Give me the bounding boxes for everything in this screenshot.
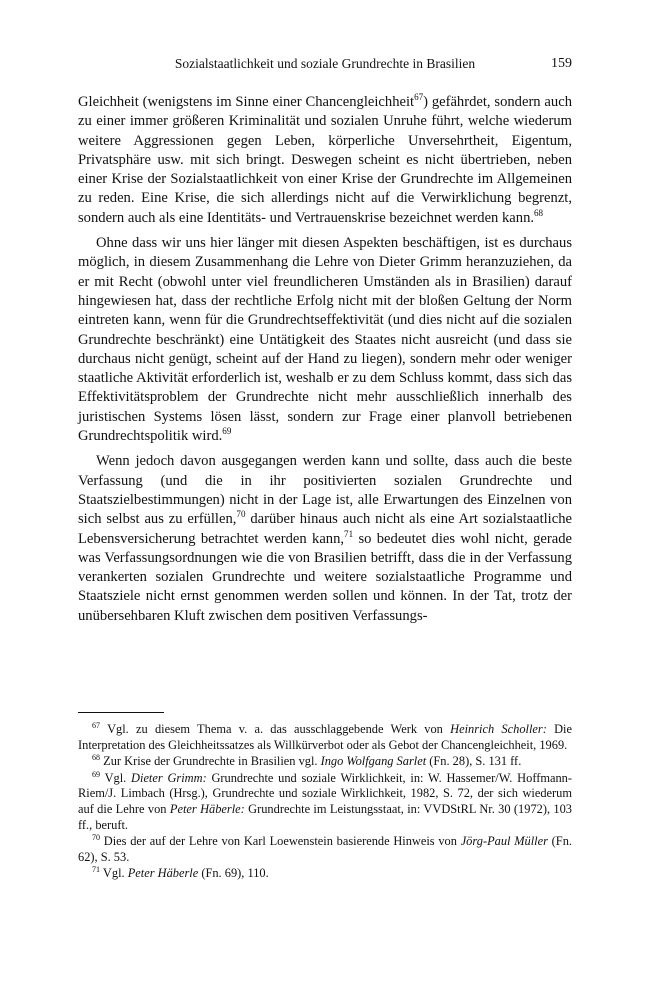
footnote-69: $^{69}$ Vgl. Dieter Grimm: Grundrechte und soziale Wirklichkeit, in: W. Hassemer/W. Hoffmann-Riem/J. Limbach (Hrsg.), Grundrechte und soziale Wirklichkeit, 1982, S. 72, der sich wiederum auf die Lehre von Peter Häberle: Grundrechte im Leistungsstaat, in: VVDStRL Nr. 30 (1972), 103 ff., beruft. (78, 769, 572, 832)
footnote-separator (78, 712, 164, 713)
footnote-ref-70[interactable]: 70 (236, 509, 246, 520)
footnote-number: 70 (92, 833, 101, 843)
footnote-number: 68 (92, 753, 101, 763)
footnote-67: $^{67}$ Vgl. zu diesem Thema v. a. das ausschlaggebende Werk von Heinrich Scholler: Die Interpretation des Gleichheitssatzes als Willkürverbot oder als Gebot der Chancengleichheit, 1969. (78, 720, 572, 752)
footnote-number: 67 (92, 720, 101, 730)
author-name: Jörg-Paul Müller (460, 834, 548, 849)
footnote-68: $^{68}$ Zur Krise der Grundrechte in Brasilien vgl. Ingo Wolfgang Sarlet (Fn. 28), S. 131 ff. (92, 753, 522, 769)
main-text (78, 93, 572, 632)
footnote-70: $^{70}$ Dies der auf der Lehre von Karl Loewenstein basierende Hinweis von Jörg-Paul Müller (Fn. 62), S. 53. (78, 833, 572, 864)
footnote-ref-68[interactable]: 68 (534, 207, 544, 218)
footnote-number: 71 (92, 865, 101, 875)
paragraph-3: Wenn jedoch davon ausgegangen werden kann und sollte, dass auch die beste Verfassung (und die in ihr positivierten sozialen Grundrechte und Staatszielbestimmungen) nicht in der Lage ist, alle Erwartungen des Einzelnen von sich selbst aus zu erfüllen,$^{70}$ darüber hinaus auch nicht als eine Art sozialstaatliche Lebensversicherung betrachtet werden kann,$^{71}$ so bedeutet dies wohl nicht, gerade was Verfassungsordnungen wie die von Brasilien betrifft, dass die in der Verfassung verankerten sozialen Grundrechte und weitere sozialstaatliche Programme und Staatsziele nicht ernst genommen werden sollen und können. In der Tat, trotz der unübersehbaren Kluft zwischen dem positiven Verfassungs- (78, 453, 572, 624)
footnote-71: $^{71}$ Vgl. Peter Häberle (Fn. 69), 110. (92, 865, 269, 881)
paragraph-1: Gleichheit (wenigstens im Sinne einer Chancengleichheit$^{67}$) gefährdet, sondern auch zu einer immer größeren Kriminalität und sozialen Unruhe führt, welche wiederum weitere Aggressionen gegen Leben, körperliche Unversehrtheit, Eigentum, Privatsphäre usw. mit sich bringt. Deswegen scheint es nicht übertrieben, neben einer Krise der Sozialstaatlichkeit von einer Krise der Grundrechte im Allgemeinen zu reden. Eine Krise, die sich allerdings nicht auf die Verwirklichung begrenzt, sondern auch als eine Identitäts- und Vertrauenskrise bezeichnet werden kann.$^{68}$ (78, 92, 572, 226)
author-name: Heinrich Scholler: (450, 722, 547, 736)
running-title: Sozialstaatlichkeit und soziale Grundrechte in Brasilien (174, 56, 476, 71)
page-number: 159 (551, 56, 572, 71)
author-name: Peter Häberle: (169, 801, 245, 816)
author-name: Peter Häberle (127, 866, 199, 881)
paragraph-2: Ohne dass wir uns hier länger mit diesen Aspekten beschäftigen, ist es durchaus möglich, in diesem Zusammenhang die Lehre von Dieter Grimm heranzuziehen, da er mit Recht (obwohl unter viel freundlicheren Umständen als in Brasilien) darauf hingewiesen hat, dass der rechtliche Erfolg nicht mit der bloßen Geltung der Norm eintreten kann, wenn für die Grundrechtseffektivität (und dies nicht auf die sozialen Grundrechte beschränkt) eine Untätigkeit des Staates nicht ausreicht (und dass sie durchaus nicht genügt, scheint auf der Hand zu liegen), sondern mehr oder weniger staatliche Aktivität erforderlich ist, weshalb er zu dem Schluss kommt, dass sich das Effektivitätsproblem der Grundrechte nicht mehr ausschließlich innerhalb des juristischen Systems lösen lässt, sondern zur Frage einer planvoll betriebenen Grundrechtspolitik wird.$^{69}$ (78, 235, 572, 445)
running-header (78, 56, 572, 76)
author-name: Ingo Wolfgang Sarlet (320, 754, 427, 769)
author-name: Dieter Grimm: (131, 770, 207, 785)
footnotes (78, 722, 572, 883)
footnote-number: 69 (92, 769, 101, 779)
footnote-ref-69[interactable]: 69 (222, 426, 232, 437)
footnote-ref-71[interactable]: 71 (344, 528, 354, 539)
footnote-ref-67[interactable]: 67 (414, 92, 424, 103)
